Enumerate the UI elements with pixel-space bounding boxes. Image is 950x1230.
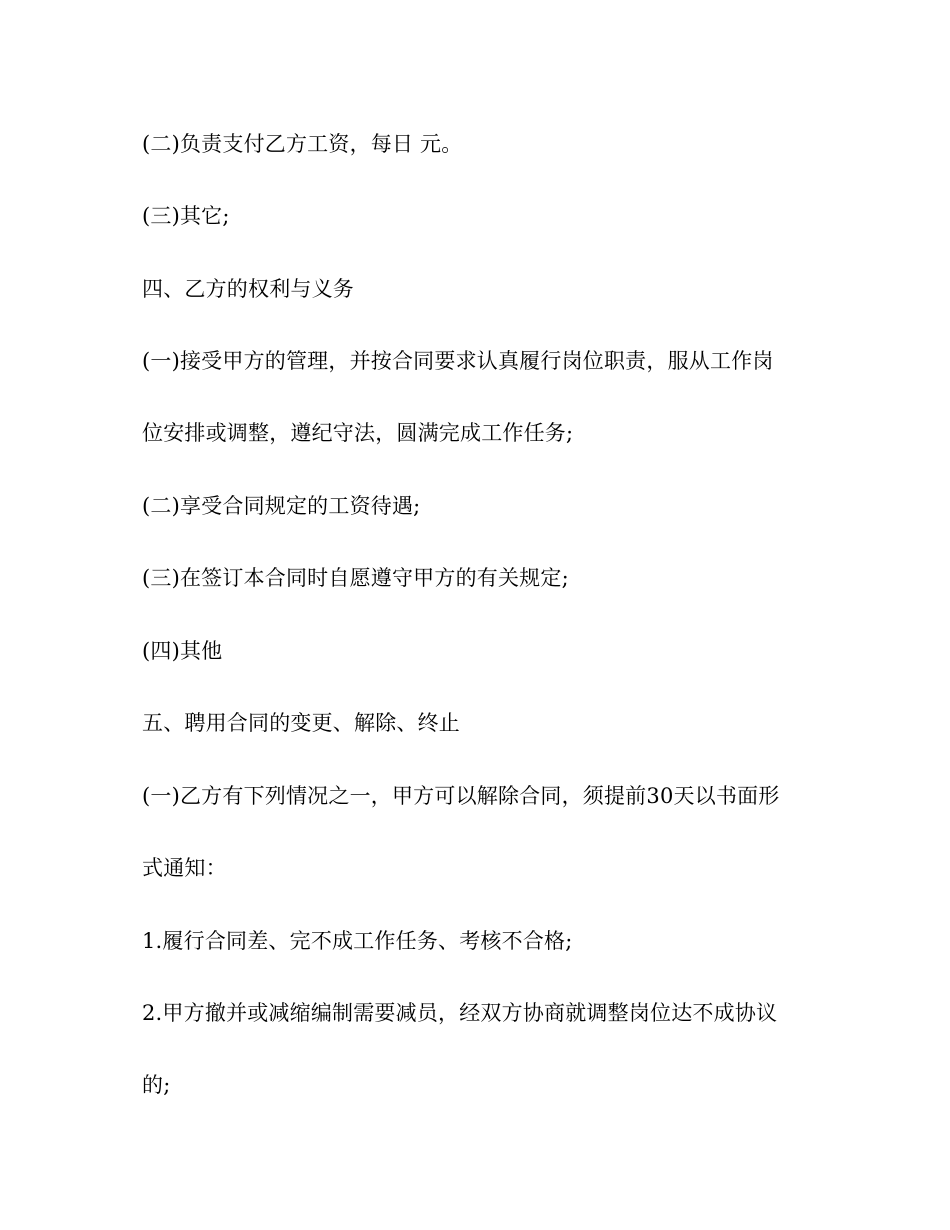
section-heading-5: 五、聘用合同的变更、解除、终止 [142, 711, 460, 735]
text-line-7: (三)在签订本合同时自愿遵守甲方的有关规定; [142, 566, 569, 590]
text-line-6: (二)享受合同规定的工资待遇; [142, 494, 421, 518]
text-line-2: (三)其它; [142, 204, 230, 228]
text-line-10: (一)乙方有下列情况之一，甲方可以解除合同，须提前30天以书面形 [142, 784, 780, 808]
text-line-4: (一)接受甲方的管理，并按合同要求认真履行岗位职责，服从工作岗 [142, 349, 774, 373]
text-line-8: (四)其他 [142, 639, 223, 663]
text-line-13: 2.甲方撤并或减缩编制需要减员，经双方协商就调整岗位达不成协议 [142, 1001, 778, 1025]
text-line-5: 位安排或调整，遵纪守法，圆满完成工作任务; [142, 421, 574, 445]
text-line-12: 1.履行合同差、完不成工作任务、考核不合格; [142, 929, 573, 953]
text-line-14: 的; [142, 1073, 171, 1097]
section-heading-4: 四、乙方的权利与义务 [142, 277, 354, 301]
text-line-11: 式通知： [142, 856, 227, 880]
text-line-1: (二)负责支付乙方工资，每日 元。 [142, 132, 463, 156]
